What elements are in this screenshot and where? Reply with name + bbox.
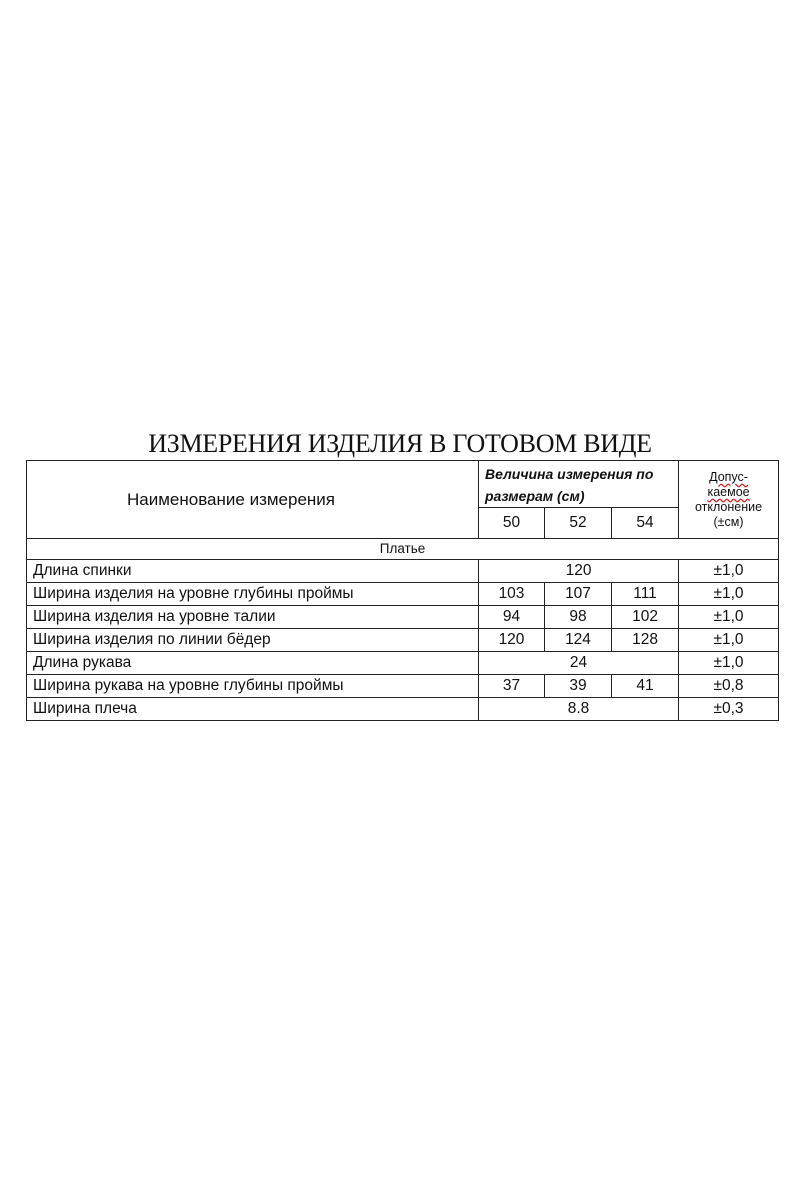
measurement-value: 41 bbox=[612, 675, 679, 698]
table-row bbox=[27, 675, 779, 698]
measurement-value: 120 bbox=[479, 560, 679, 583]
measurement-name: Ширина изделия на уровне глубины проймы bbox=[27, 583, 479, 606]
measurement-value: 128 bbox=[612, 629, 679, 652]
size-54-header: 54 bbox=[612, 508, 679, 539]
table-row bbox=[27, 698, 779, 721]
measurement-value: 107 bbox=[545, 583, 612, 606]
tolerance-header-line3: отклонение bbox=[694, 499, 763, 514]
measurement-value: 120 bbox=[479, 629, 545, 652]
measurement-value: 103 bbox=[479, 583, 545, 606]
table-row bbox=[27, 583, 779, 606]
page-title: ИЗМЕРЕНИЯ ИЗДЕЛИЯ В ГОТОВОМ ВИДЕ bbox=[148, 429, 652, 458]
measurement-value: 39 bbox=[545, 675, 612, 698]
tolerance-header-line4: (±см) bbox=[713, 514, 744, 529]
measurement-value: 8.8 bbox=[479, 698, 679, 721]
table-row bbox=[27, 629, 779, 652]
measurement-name: Длина рукава bbox=[27, 652, 479, 675]
measurement-value: 94 bbox=[479, 606, 545, 629]
size-50-header: 50 bbox=[479, 508, 545, 539]
measurement-value: 98 bbox=[545, 606, 612, 629]
size-52-header: 52 bbox=[545, 508, 612, 539]
measurement-tolerance: ±1,0 bbox=[679, 606, 779, 629]
tolerance-header-line1: Допус- bbox=[709, 469, 748, 484]
measurement-value: 102 bbox=[612, 606, 679, 629]
measurement-tolerance: ±1,0 bbox=[679, 560, 779, 583]
measurement-name: Ширина плеча bbox=[27, 698, 479, 721]
measurements-table bbox=[26, 460, 779, 721]
measurement-tolerance: ±1,0 bbox=[679, 652, 779, 675]
measurement-value: 124 bbox=[545, 629, 612, 652]
table-row bbox=[27, 652, 779, 675]
measurement-tolerance: ±1,0 bbox=[679, 629, 779, 652]
measurement-name: Ширина рукава на уровне глубины проймы bbox=[27, 675, 479, 698]
table-row bbox=[27, 606, 779, 629]
size-group-header: Величина измерения по размерам (см) bbox=[479, 461, 679, 508]
table-row bbox=[27, 560, 779, 583]
measurement-name: Ширина изделия по линии бёдер bbox=[27, 629, 479, 652]
measurement-name: Длина спинки bbox=[27, 560, 479, 583]
measurement-tolerance: ±1,0 bbox=[679, 583, 779, 606]
measurement-value: 24 bbox=[479, 652, 679, 675]
measurement-tolerance: ±0,8 bbox=[679, 675, 779, 698]
header-row bbox=[27, 461, 779, 508]
measurement-value: 37 bbox=[479, 675, 545, 698]
measurement-name: Ширина изделия на уровне талии bbox=[27, 606, 479, 629]
measurement-tolerance: ±0,3 bbox=[679, 698, 779, 721]
name-column-header: Наименование измерения bbox=[27, 461, 479, 539]
section-row bbox=[27, 539, 779, 560]
measurement-value: 111 bbox=[612, 583, 679, 606]
tolerance-column-header bbox=[679, 461, 779, 539]
section-label: Платье bbox=[27, 539, 779, 560]
tolerance-header-line2: каемое bbox=[707, 484, 750, 499]
